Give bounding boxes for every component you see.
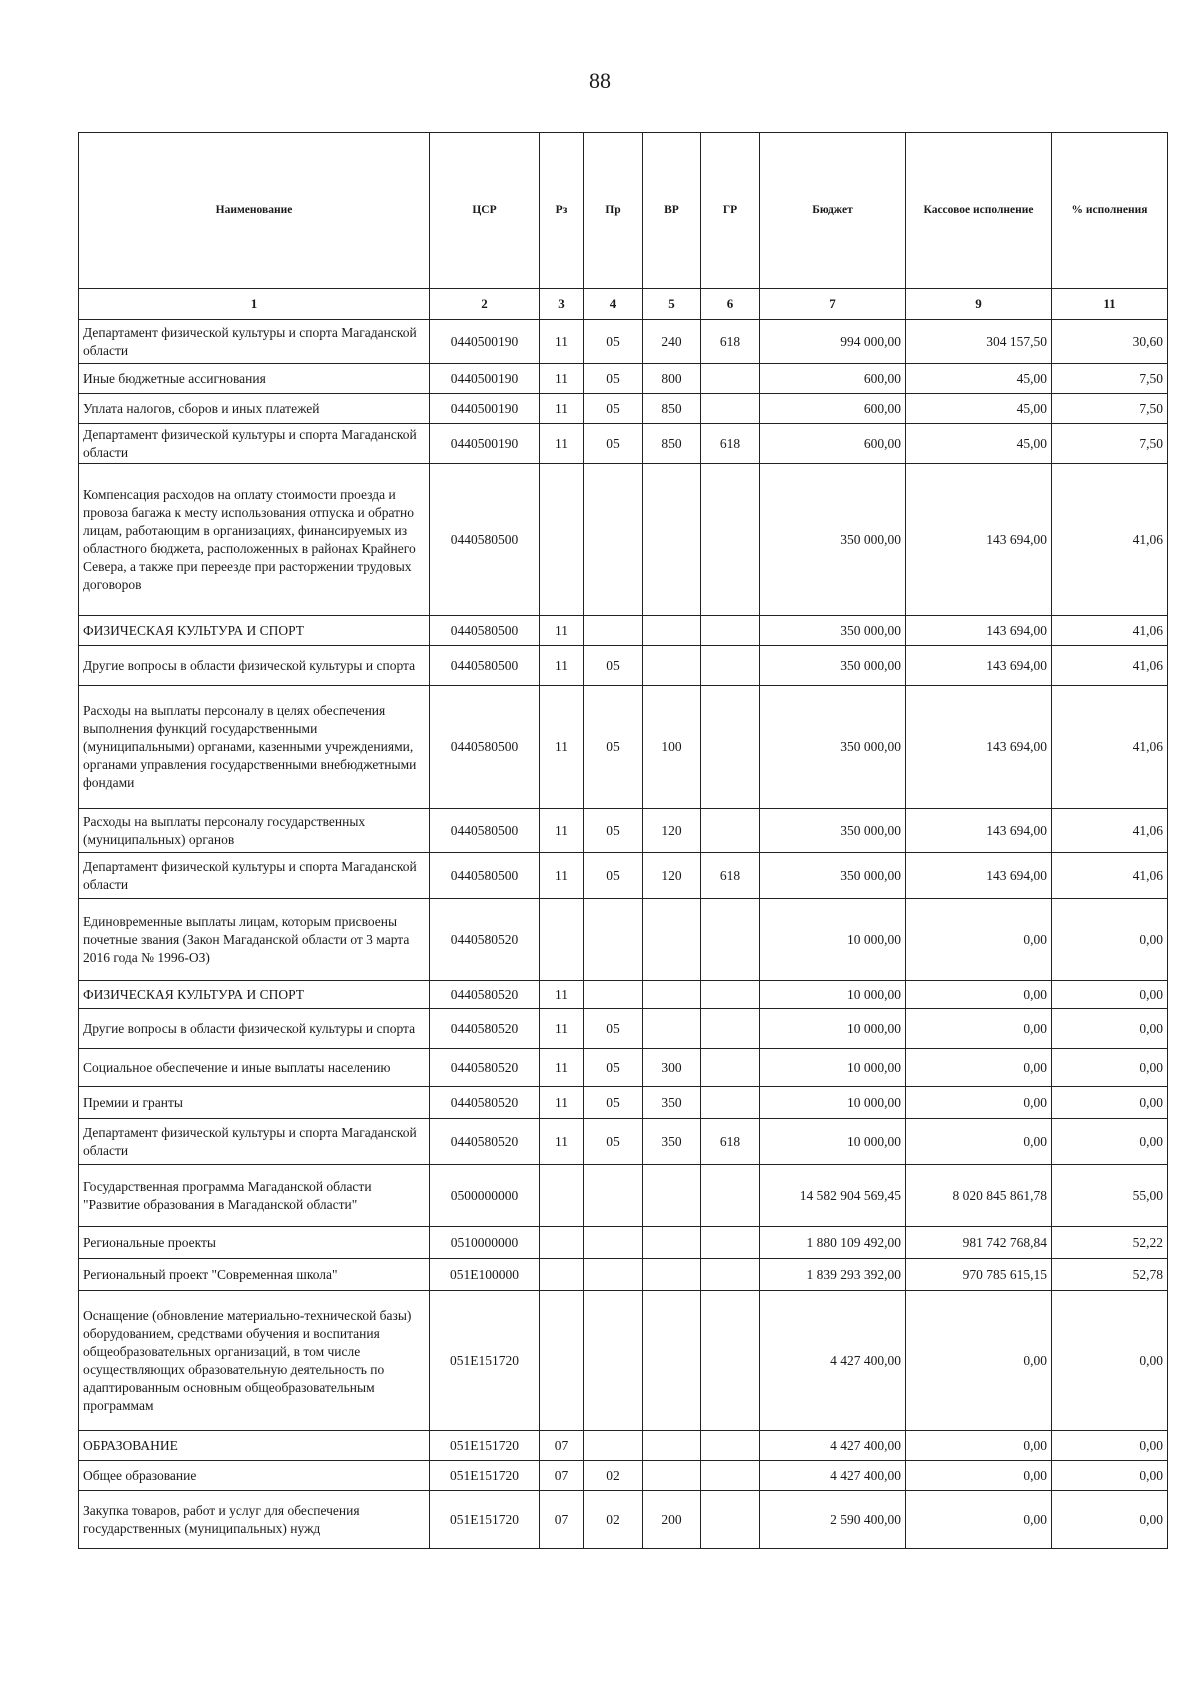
cell-csr: 0510000000 [430, 1227, 540, 1259]
cell-vr: 120 [643, 809, 701, 853]
cell-rz: 07 [540, 1491, 584, 1549]
column-number: 7 [760, 289, 906, 320]
cell-pr: 05 [584, 1087, 643, 1119]
cell-vr [643, 646, 701, 686]
cell-cash: 0,00 [906, 899, 1052, 981]
cell-csr: 0440580520 [430, 1119, 540, 1165]
cell-vr [643, 1009, 701, 1049]
cell-name: Департамент физической культуры и спорта Магаданской области [79, 424, 430, 464]
cell-gr [701, 1431, 760, 1461]
cell-pr: 05 [584, 646, 643, 686]
cell-budget: 350 000,00 [760, 853, 906, 899]
cell-name: Оснащение (обновление материально-технической базы) оборудованием, средствами обучения и воспитания общеобразовательных организаций, в том числе осуществляющих образовательную деятельность по адаптированным основным общеобразовательным программам [79, 1291, 430, 1431]
cell-budget: 350 000,00 [760, 809, 906, 853]
header-percent: % исполнения [1052, 133, 1168, 289]
cell-name: Общее образование [79, 1461, 430, 1491]
table-row [79, 616, 1168, 646]
page-number: 88 [589, 68, 611, 93]
cell-cash: 304 157,50 [906, 320, 1052, 364]
header-csr: ЦСР [430, 133, 540, 289]
cell-gr [701, 1087, 760, 1119]
cell-vr [643, 1227, 701, 1259]
cell-percent: 0,00 [1052, 1049, 1168, 1087]
cell-cash: 0,00 [906, 1009, 1052, 1049]
cell-pr: 05 [584, 394, 643, 424]
cell-csr: 051E151720 [430, 1291, 540, 1431]
cell-vr: 240 [643, 320, 701, 364]
column-number: 2 [430, 289, 540, 320]
cell-csr: 0500000000 [430, 1165, 540, 1227]
column-number: 5 [643, 289, 701, 320]
cell-budget: 10 000,00 [760, 981, 906, 1009]
cell-budget: 4 427 400,00 [760, 1291, 906, 1431]
cell-percent: 41,06 [1052, 853, 1168, 899]
cell-gr [701, 364, 760, 394]
cell-vr [643, 616, 701, 646]
cell-percent: 52,22 [1052, 1227, 1168, 1259]
cell-budget: 350 000,00 [760, 646, 906, 686]
cell-percent: 0,00 [1052, 981, 1168, 1009]
column-number: 9 [906, 289, 1052, 320]
cell-budget: 10 000,00 [760, 899, 906, 981]
cell-cash: 143 694,00 [906, 853, 1052, 899]
cell-vr [643, 1259, 701, 1291]
table-row [79, 1227, 1168, 1259]
cell-cash: 0,00 [906, 1119, 1052, 1165]
table-row [79, 364, 1168, 394]
cell-name: Премии и гранты [79, 1087, 430, 1119]
cell-vr: 100 [643, 686, 701, 809]
cell-cash: 143 694,00 [906, 464, 1052, 616]
cell-name: Расходы на выплаты персоналу государственных (муниципальных) органов [79, 809, 430, 853]
table-row [79, 853, 1168, 899]
table-row [79, 464, 1168, 616]
cell-cash: 0,00 [906, 1431, 1052, 1461]
table-row [79, 646, 1168, 686]
cell-pr [584, 616, 643, 646]
cell-cash: 143 694,00 [906, 686, 1052, 809]
cell-percent: 0,00 [1052, 1009, 1168, 1049]
table-body [79, 320, 1168, 1549]
cell-name: Единовременные выплаты лицам, которым присвоены почетные звания (Закон Магаданской области от 3 марта 2016 года № 1996-ОЗ) [79, 899, 430, 981]
table-row [79, 899, 1168, 981]
cell-pr [584, 1431, 643, 1461]
cell-vr [643, 1165, 701, 1227]
cell-percent: 55,00 [1052, 1165, 1168, 1227]
cell-name: ОБРАЗОВАНИЕ [79, 1431, 430, 1461]
cell-budget: 10 000,00 [760, 1119, 906, 1165]
cell-rz [540, 1227, 584, 1259]
cell-budget: 14 582 904 569,45 [760, 1165, 906, 1227]
cell-csr: 0440580520 [430, 899, 540, 981]
cell-vr: 300 [643, 1049, 701, 1087]
table-row [79, 1087, 1168, 1119]
cell-rz: 11 [540, 1049, 584, 1087]
table-row [79, 1165, 1168, 1227]
header-rz: Рз [540, 133, 584, 289]
cell-percent: 7,50 [1052, 394, 1168, 424]
header-gr: ГР [701, 133, 760, 289]
cell-vr: 200 [643, 1491, 701, 1549]
cell-budget: 350 000,00 [760, 686, 906, 809]
cell-rz: 11 [540, 424, 584, 464]
cell-budget: 10 000,00 [760, 1087, 906, 1119]
cell-gr [701, 1461, 760, 1491]
cell-gr [701, 616, 760, 646]
table-row [79, 981, 1168, 1009]
cell-name: Компенсация расходов на оплату стоимости проезда и провоза багажа к месту использования отпуска и обратно лицам, работающим в организациях, финансируемых из областного бюджета, расположенных в районах Крайнего Севера, а также при переезде при расторжении трудовых договоров [79, 464, 430, 616]
cell-vr: 850 [643, 394, 701, 424]
column-number: 6 [701, 289, 760, 320]
cell-csr: 0440580500 [430, 686, 540, 809]
table-row [79, 1431, 1168, 1461]
cell-rz: 07 [540, 1461, 584, 1491]
column-number: 4 [584, 289, 643, 320]
cell-gr [701, 981, 760, 1009]
cell-csr: 0440580520 [430, 1009, 540, 1049]
table-row [79, 1291, 1168, 1431]
cell-cash: 143 694,00 [906, 616, 1052, 646]
cell-pr [584, 1227, 643, 1259]
header-vr: ВР [643, 133, 701, 289]
cell-pr [584, 1291, 643, 1431]
cell-csr: 0440500190 [430, 364, 540, 394]
cell-pr: 05 [584, 853, 643, 899]
cell-percent: 0,00 [1052, 1461, 1168, 1491]
cell-rz: 07 [540, 1431, 584, 1461]
cell-percent: 0,00 [1052, 1291, 1168, 1431]
cell-vr: 120 [643, 853, 701, 899]
cell-name: Региональный проект "Современная школа" [79, 1259, 430, 1291]
cell-percent: 52,78 [1052, 1259, 1168, 1291]
cell-percent: 0,00 [1052, 1087, 1168, 1119]
cell-gr [701, 1009, 760, 1049]
cell-vr [643, 981, 701, 1009]
cell-gr: 618 [701, 1119, 760, 1165]
cell-gr [701, 1165, 760, 1227]
cell-cash: 0,00 [906, 1291, 1052, 1431]
cell-vr [643, 899, 701, 981]
header-pr: Пр [584, 133, 643, 289]
cell-percent: 7,50 [1052, 364, 1168, 394]
cell-rz [540, 464, 584, 616]
table-row [79, 686, 1168, 809]
cell-rz: 11 [540, 1087, 584, 1119]
table-row [79, 809, 1168, 853]
cell-pr [584, 899, 643, 981]
cell-budget: 4 427 400,00 [760, 1461, 906, 1491]
column-number: 1 [79, 289, 430, 320]
cell-csr: 0440580500 [430, 646, 540, 686]
cell-csr: 0440580520 [430, 1087, 540, 1119]
cell-csr: 0440500190 [430, 320, 540, 364]
header-cash: Кассовое исполнение [906, 133, 1052, 289]
cell-csr: 051E100000 [430, 1259, 540, 1291]
cell-cash: 143 694,00 [906, 809, 1052, 853]
cell-csr: 0440580500 [430, 853, 540, 899]
cell-percent: 41,06 [1052, 616, 1168, 646]
cell-rz: 11 [540, 616, 584, 646]
cell-budget: 350 000,00 [760, 464, 906, 616]
cell-gr [701, 1049, 760, 1087]
cell-csr: 0440580520 [430, 981, 540, 1009]
cell-percent: 7,50 [1052, 424, 1168, 464]
cell-rz [540, 899, 584, 981]
cell-budget: 10 000,00 [760, 1009, 906, 1049]
cell-budget: 350 000,00 [760, 616, 906, 646]
cell-pr [584, 1259, 643, 1291]
table-row [79, 1259, 1168, 1291]
cell-budget: 10 000,00 [760, 1049, 906, 1087]
cell-gr [701, 899, 760, 981]
cell-csr: 0440580500 [430, 809, 540, 853]
cell-vr: 350 [643, 1087, 701, 1119]
cell-vr [643, 1461, 701, 1491]
cell-rz: 11 [540, 646, 584, 686]
cell-cash: 45,00 [906, 394, 1052, 424]
cell-name: Уплата налогов, сборов и иных платежей [79, 394, 430, 424]
cell-gr: 618 [701, 853, 760, 899]
cell-name: Иные бюджетные ассигнования [79, 364, 430, 394]
cell-rz: 11 [540, 686, 584, 809]
cell-budget: 1 880 109 492,00 [760, 1227, 906, 1259]
cell-name: ФИЗИЧЕСКАЯ КУЛЬТУРА И СПОРТ [79, 616, 430, 646]
cell-cash: 0,00 [906, 1461, 1052, 1491]
cell-cash: 0,00 [906, 1087, 1052, 1119]
cell-cash: 970 785 615,15 [906, 1259, 1052, 1291]
cell-percent: 41,06 [1052, 686, 1168, 809]
cell-csr: 0440580520 [430, 1049, 540, 1087]
cell-gr [701, 1227, 760, 1259]
cell-cash: 45,00 [906, 424, 1052, 464]
cell-csr: 051E151720 [430, 1491, 540, 1549]
cell-budget: 2 590 400,00 [760, 1491, 906, 1549]
table-row [79, 394, 1168, 424]
cell-pr: 05 [584, 1009, 643, 1049]
cell-pr: 02 [584, 1491, 643, 1549]
cell-pr: 05 [584, 809, 643, 853]
cell-percent: 41,06 [1052, 809, 1168, 853]
cell-percent: 41,06 [1052, 464, 1168, 616]
header-name: Наименование [79, 133, 430, 289]
cell-rz: 11 [540, 1119, 584, 1165]
cell-cash: 0,00 [906, 1491, 1052, 1549]
cell-vr [643, 1291, 701, 1431]
table-row [79, 1119, 1168, 1165]
cell-pr [584, 981, 643, 1009]
cell-vr: 850 [643, 424, 701, 464]
cell-rz [540, 1291, 584, 1431]
cell-percent: 0,00 [1052, 1431, 1168, 1461]
cell-cash: 981 742 768,84 [906, 1227, 1052, 1259]
cell-budget: 994 000,00 [760, 320, 906, 364]
cell-csr: 051E151720 [430, 1431, 540, 1461]
cell-vr: 800 [643, 364, 701, 394]
cell-csr: 0440500190 [430, 394, 540, 424]
cell-gr [701, 1259, 760, 1291]
cell-pr: 05 [584, 424, 643, 464]
table-row [79, 1009, 1168, 1049]
cell-name: Расходы на выплаты персоналу в целях обеспечения выполнения функций государственными (муниципальными) органами, казенными учреждениями, органами управления государственными внебюджетными фондами [79, 686, 430, 809]
cell-csr: 051E151720 [430, 1461, 540, 1491]
cell-gr [701, 646, 760, 686]
column-number-row [79, 289, 1168, 320]
cell-budget: 600,00 [760, 364, 906, 394]
table-row [79, 424, 1168, 464]
cell-pr: 05 [584, 320, 643, 364]
cell-name: Департамент физической культуры и спорта Магаданской области [79, 320, 430, 364]
cell-gr [701, 1291, 760, 1431]
table-row [79, 320, 1168, 364]
cell-budget: 4 427 400,00 [760, 1431, 906, 1461]
cell-percent: 41,06 [1052, 646, 1168, 686]
cell-rz: 11 [540, 853, 584, 899]
cell-csr: 0440580500 [430, 464, 540, 616]
cell-rz: 11 [540, 320, 584, 364]
cell-rz [540, 1259, 584, 1291]
cell-rz: 11 [540, 1009, 584, 1049]
cell-budget: 600,00 [760, 394, 906, 424]
column-number: 11 [1052, 289, 1168, 320]
cell-pr: 05 [584, 686, 643, 809]
cell-gr [701, 1491, 760, 1549]
cell-vr [643, 464, 701, 616]
table-row [79, 1461, 1168, 1491]
cell-name: ФИЗИЧЕСКАЯ КУЛЬТУРА И СПОРТ [79, 981, 430, 1009]
cell-name: Государственная программа Магаданской области "Развитие образования в Магаданской области" [79, 1165, 430, 1227]
cell-csr: 0440580500 [430, 616, 540, 646]
column-number: 3 [540, 289, 584, 320]
cell-rz [540, 1165, 584, 1227]
cell-name: Департамент физической культуры и спорта Магаданской области [79, 853, 430, 899]
cell-vr [643, 1431, 701, 1461]
cell-percent: 0,00 [1052, 899, 1168, 981]
cell-name: Закупка товаров, работ и услуг для обеспечения государственных (муниципальных) нужд [79, 1491, 430, 1549]
cell-name: Другие вопросы в области физической культуры и спорта [79, 1009, 430, 1049]
cell-gr [701, 464, 760, 616]
cell-percent: 0,00 [1052, 1491, 1168, 1549]
cell-name: Социальное обеспечение и иные выплаты населению [79, 1049, 430, 1087]
cell-vr: 350 [643, 1119, 701, 1165]
cell-name: Департамент физической культуры и спорта Магаданской области [79, 1119, 430, 1165]
cell-rz: 11 [540, 809, 584, 853]
cell-pr [584, 1165, 643, 1227]
cell-cash: 8 020 845 861,78 [906, 1165, 1052, 1227]
budget-execution-table [78, 132, 1168, 1549]
cell-pr: 02 [584, 1461, 643, 1491]
cell-gr [701, 809, 760, 853]
header-budget: Бюджет [760, 133, 906, 289]
cell-csr: 0440500190 [430, 424, 540, 464]
cell-rz: 11 [540, 364, 584, 394]
cell-budget: 1 839 293 392,00 [760, 1259, 906, 1291]
table-header-row [79, 133, 1168, 289]
cell-pr: 05 [584, 364, 643, 394]
cell-gr: 618 [701, 424, 760, 464]
cell-cash: 0,00 [906, 1049, 1052, 1087]
cell-budget: 600,00 [760, 424, 906, 464]
cell-cash: 0,00 [906, 981, 1052, 1009]
table-row [79, 1491, 1168, 1549]
cell-gr [701, 686, 760, 809]
cell-percent: 30,60 [1052, 320, 1168, 364]
cell-pr: 05 [584, 1119, 643, 1165]
cell-pr: 05 [584, 1049, 643, 1087]
cell-pr [584, 464, 643, 616]
cell-percent: 0,00 [1052, 1119, 1168, 1165]
cell-name: Другие вопросы в области физической культуры и спорта [79, 646, 430, 686]
cell-rz: 11 [540, 394, 584, 424]
cell-cash: 45,00 [906, 364, 1052, 394]
cell-rz: 11 [540, 981, 584, 1009]
cell-name: Региональные проекты [79, 1227, 430, 1259]
cell-gr [701, 394, 760, 424]
cell-gr: 618 [701, 320, 760, 364]
cell-cash: 143 694,00 [906, 646, 1052, 686]
table-row [79, 1049, 1168, 1087]
